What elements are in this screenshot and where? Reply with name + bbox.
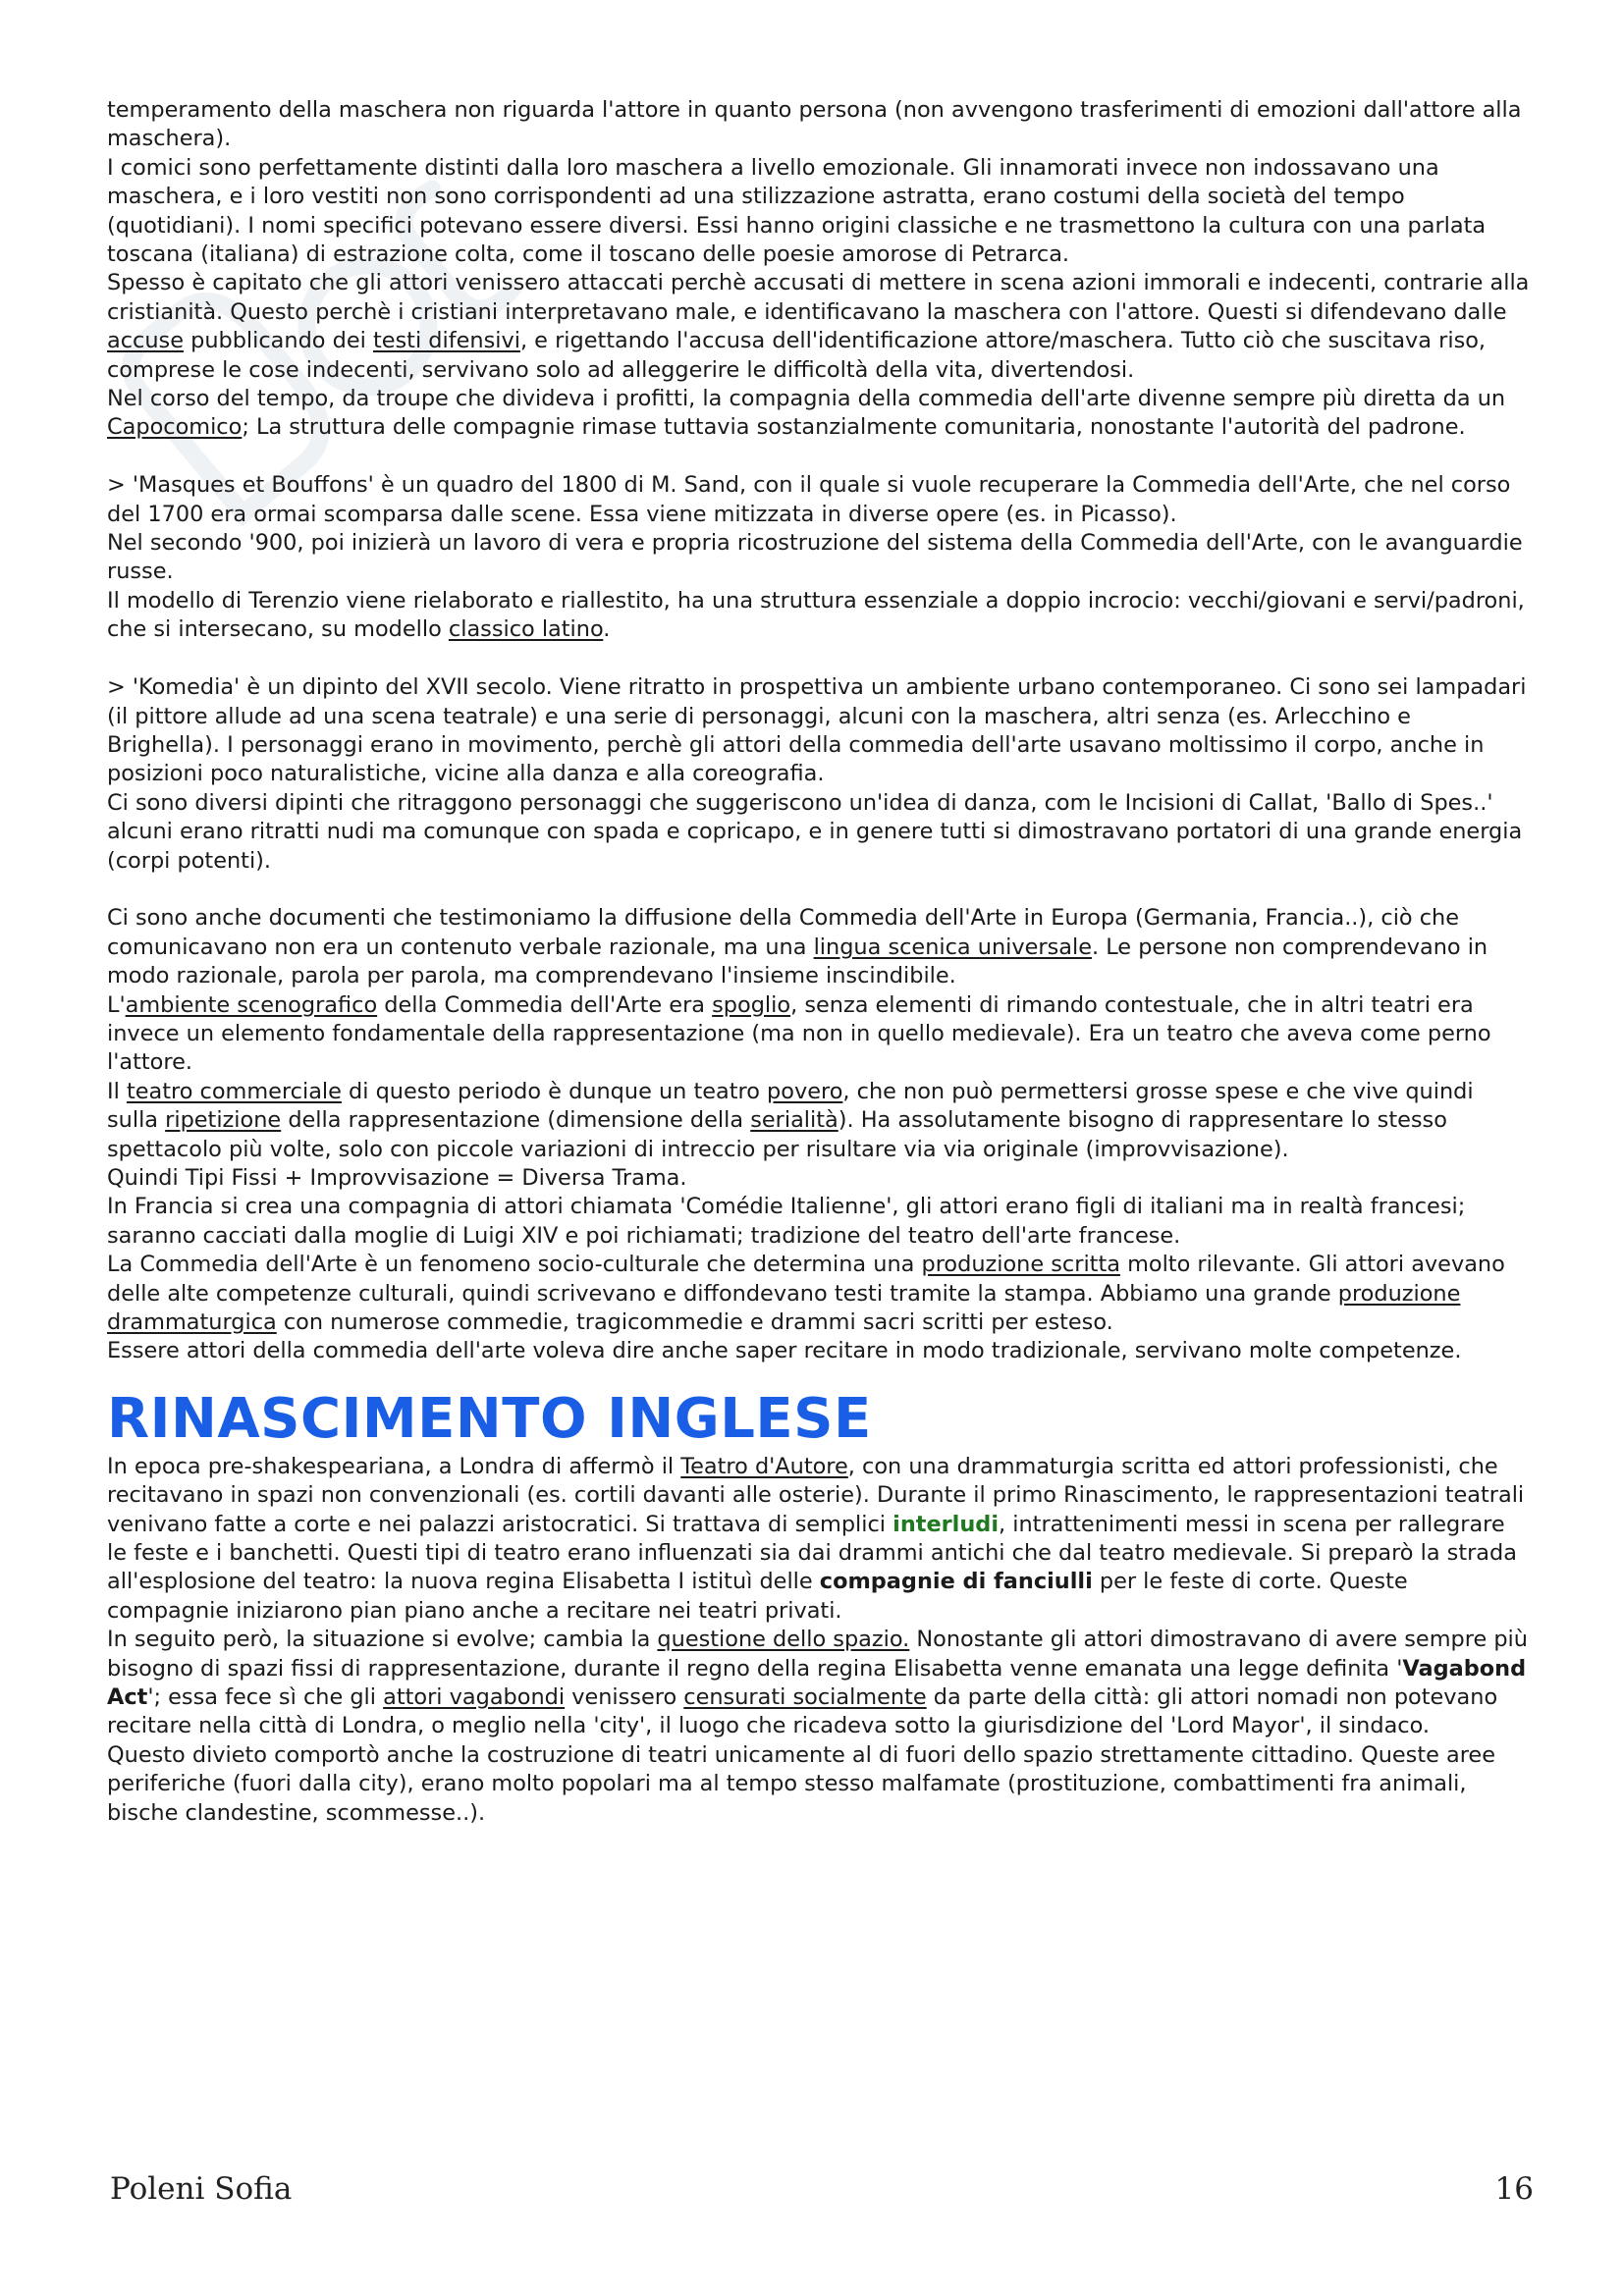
paragraph: Questo divieto comportò anche la costruzione di teatri unicamente al di fuori dello spazio strettamente cittadino. Queste aree periferiche (fuori dalla city), erano molto popolari ma al tempo stesso malfamate (prostituzione, combattimenti fra animali, bische clandestine, scommesse..). bbox=[107, 1741, 1495, 1826]
paragraph-gap bbox=[107, 443, 1531, 471]
paragraph: Il modello di Terenzio viene rielaborato e riallestito, ha una struttura essenziale a doppio incrocio: vecchi/giovani e servi/padroni, che si intersecano, su modello classico latino. bbox=[107, 587, 1525, 643]
bold-term: compagnie di fanciulli bbox=[819, 1569, 1093, 1595]
paragraph: I comici sono perfettamente distinti dalla loro maschera a livello emozionale. Gli innamorati invece non indossavano una maschera, e i loro vestiti non sono corrispondenti ad una stilizzazione astratta, erano costumi della società del tempo (quotidiani). I nomi specifici potevano essere diversi. Essi hanno origini classiche e ne trasmettono la cultura con una parlata toscana (italiana) di estrazione colta, come il toscano delle poesie amorose di Petrarca. bbox=[107, 154, 1487, 268]
paragraph: Ci sono anche documenti che testimoniamo la diffusione della Commedia dell'Arte in Europa (Germania, Francia..), ciò che comunicavano non era un contenuto verbale razionale, ma una lingua scenica universale. Le persone non comprendevano in modo razionale, parola per parola, ma comprendevano l'insieme inscindibile. bbox=[107, 905, 1488, 989]
paragraph: Ci sono diversi dipinti che ritraggono personaggi che suggeriscono un'idea di danza, com le Incisioni di Callat, 'Ballo di Spes..' alcuni erano ritratti nudi ma comunque con spada e copricapo, e in genere tutti si dimostravano portatori di una grande energia (corpi potenti). bbox=[107, 789, 1523, 874]
paragraph: > 'Komedia' è un dipinto del XVII secolo. Viene ritratto in prospettiva un ambiente urbano contemporaneo. Ci sono sei lampadari (il pittore allude ad una scena teatrale) e una serie di personaggi, alcuni con la maschera, altri senza (es. Arlecchino e Brighella). I personaggi erano in movimento, perchè gli attori della commedia dell'arte usavano moltissimo il corpo, anche in posizioni poco naturalistiche, vicine alla danza e alla coreografia. bbox=[107, 674, 1527, 787]
underlined-term: teatro commerciale bbox=[126, 1078, 342, 1104]
section-heading: RINASCIMENTO INGLESE bbox=[107, 1386, 872, 1451]
underlined-term: produzione drammaturgica bbox=[107, 1280, 1461, 1336]
underlined-term: produzione scritta bbox=[921, 1252, 1120, 1278]
underlined-term: classico latino bbox=[448, 616, 604, 643]
underlined-term: spoglio bbox=[712, 991, 791, 1018]
paragraph: Il teatro commerciale di questo periodo è dunque un teatro povero, che non può permettersi grosse spese e che vive quindi sulla ripetizione della rappresentazione (dimensione della serialità). Ha assolutamente bisogno di rappresentare lo stesso spettacolo più volte, solo con piccole variazioni di intreccio per risultare via via originale (improvvisazione). bbox=[107, 1078, 1474, 1162]
document-body bbox=[107, 96, 1531, 1828]
underlined-term: serialità bbox=[750, 1107, 839, 1134]
underlined-term: Teatro d'Autore bbox=[680, 1453, 848, 1479]
paragraph: L'ambiente scenografico della Commedia dell'Arte era spoglio, senza elementi di rimando contestuale, che in altri teatri era invece un elemento fondamentale della rappresentazione (ma non in quello medievale). Era un teatro che aveva come perno l'attore. bbox=[107, 991, 1491, 1076]
underlined-term: povero bbox=[767, 1078, 843, 1104]
underlined-term: ambiente scenografico bbox=[125, 991, 378, 1018]
paragraph: La Commedia dell'Arte è un fenomeno socio-culturale che determina una produzione scritta molto rilevante. Gli attori avevano delle alte competenze culturali, quindi scrivevano e diffondevano testi tramite la stampa. Abbiamo una grande produzione drammaturgica con numerose commedie, tragicommedie e drammi sacri scritti per esteso. bbox=[107, 1252, 1505, 1336]
paragraph: In seguito però, la situazione si evolve; cambia la questione dello spazio. Nonostante gli attori dimostravano di avere sempre più bisogno di spazi fissi di rappresentazione, durante il regno della regina Elisabetta venne emanata una legge definita 'Vagabond Act'; essa fece sì che gli attori vagabondi venissero censurati socialmente da parte della città: gli attori nomadi non potevano recitare nella città di Londra, o meglio nella 'city', il luogo che ricadeva sotto la giurisdizione del 'Lord Mayor', il sindaco. bbox=[107, 1627, 1528, 1739]
underlined-term: lingua scenica universale bbox=[813, 934, 1092, 960]
footer-author: Poleni Sofia bbox=[110, 2171, 293, 2207]
underlined-term: testi difensivi bbox=[372, 328, 520, 354]
underlined-term: Capocomico bbox=[107, 414, 243, 441]
paragraph: In Francia si crea una compagnia di attori chiamata 'Comédie Italienne', gli attori erano figli di italiani ma in realtà francesi; saranno cacciati dalla moglie di Luigi XIV e poi richiamati; tradizione del teatro dell'arte francese. bbox=[107, 1194, 1466, 1249]
paragraph-gap bbox=[107, 645, 1531, 673]
paragraph: In epoca pre-shakespeariana, a Londra di affermò il Teatro d'Autore, con una drammaturgia scritta ed attori professionisti, che recitavano in spazi non convenzionali (es. cortili davanti alle osterie). Durante il primo Rinascimento, le rappresentazioni teatrali venivano fatte a corte e nei palazzi aristocratici. Si trattava di semplici interludi, intrattenimenti messi in scena per rallegrare le feste e i banchetti. Questi tipi di teatro erano influenzati sia dai drammi antichi che dal teatro medievale. Si preparò la strada all'esplosione del teatro: la nuova regina Elisabetta I istituì delle compagnie di fanciulli per le feste di corte. Queste compagnie iniziarono pian piano anche a recitare nei teatri privati. bbox=[107, 1453, 1525, 1624]
page-number: 16 bbox=[1494, 2171, 1534, 2207]
underlined-term: questione dello spazio. bbox=[657, 1627, 910, 1653]
paragraph: Quindi Tipi Fissi + Improvvisazione = Diversa Trama. bbox=[107, 1164, 687, 1191]
paragraph: Nel corso del tempo, da troupe che divideva i profitti, la compagnia della commedia dell'arte divenne sempre più diretta da un Capocomico; La struttura delle compagnie rimase tuttavia sostanzialmente comunitaria, nonostante l'autorità del padrone. bbox=[107, 386, 1506, 441]
paragraph: temperamento della maschera non riguarda l'attore in quanto persona (non avvengono trasferimenti di emozioni dall'attore alla maschera). bbox=[107, 97, 1522, 152]
paragraph: Essere attori della commedia dell'arte voleva dire anche saper recitare in modo tradizionale, servivano molte competenze. bbox=[107, 1338, 1462, 1364]
underlined-term: accuse bbox=[107, 328, 184, 354]
paragraph: > 'Masques et Bouffons' è un quadro del 1800 di M. Sand, con il quale si vuole recuperare la Commedia dell'Arte, che nel corso del 1700 era ormai scomparsa dalle scene. Essa viene mitizzata in diverse opere (es. in Picasso). bbox=[107, 472, 1511, 527]
bold-term: Vagabond Act bbox=[107, 1655, 1527, 1711]
paragraph: Spesso è capitato che gli attori venissero attaccati perchè accusati di mettere in scena azioni immorali e indecenti, contrarie alla cristianità. Questo perchè i cristiani interpretavano male, e identificavano la maschera con l'attore. Questi si difendevano dalle accuse pubblicando dei testi difensivi, e rigettando l'accusa dell'identificazione attore/maschera. Tutto ciò che suscitava riso, comprese le cose indecenti, servivano solo ad alleggerire le difficoltà della vita, divertendosi. bbox=[107, 270, 1530, 383]
underlined-term: attori vagabondi bbox=[383, 1684, 566, 1711]
paragraph-gap bbox=[107, 876, 1531, 904]
underlined-term: ripetizione bbox=[165, 1107, 282, 1134]
green-bold-term: interludi bbox=[893, 1511, 1000, 1537]
paragraph: Nel secondo '900, poi inizierà un lavoro di vera e propria ricostruzione del sistema della Commedia dell'Arte, con le avanguardie russe. bbox=[107, 530, 1523, 585]
underlined-term: censurati socialmente bbox=[683, 1684, 927, 1711]
